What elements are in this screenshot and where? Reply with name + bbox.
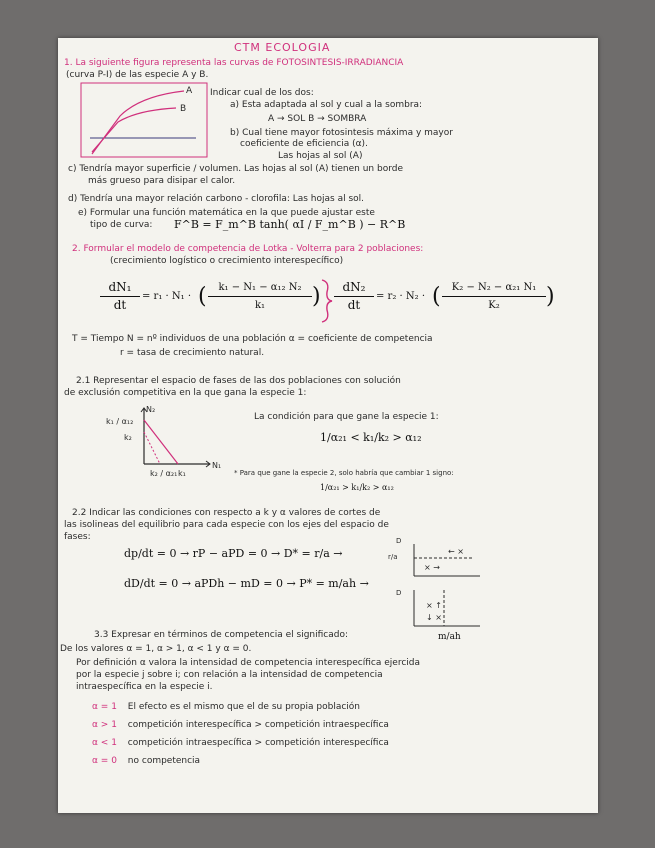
eq1-lhs-den: dt bbox=[113, 298, 127, 312]
eq2-frac-bar bbox=[442, 296, 546, 297]
box2-label: D bbox=[396, 589, 402, 597]
curve-b bbox=[92, 108, 176, 152]
q33-item-text: no competencia bbox=[127, 756, 201, 766]
q33-def-3: intraespecífica en la especie i. bbox=[76, 682, 213, 692]
eq2-lhs-num: dN₂ bbox=[342, 280, 366, 294]
q1-e-2: tipo de curva: bbox=[90, 220, 153, 230]
q1-heading-b: (curva P-I) de las especie A y B. bbox=[66, 70, 209, 80]
q1-indicate: Indicar cual de los dos: bbox=[210, 88, 314, 98]
q1-c-2: más grueso para disipar el calor. bbox=[88, 176, 236, 186]
q33-item-text: competición interespecífica > competición intraespecífica bbox=[127, 720, 389, 730]
q1-d: d) Tendría una mayor relación carbono - clorofila: Las hojas al sol. bbox=[68, 194, 365, 204]
eq1-frac-bar bbox=[208, 296, 312, 297]
q33-item bbox=[92, 702, 360, 713]
eq1-paren-left: ( bbox=[198, 284, 207, 309]
system-brace bbox=[320, 278, 334, 324]
q33-item bbox=[92, 756, 200, 767]
q33-item-condition: α = 0 bbox=[92, 756, 117, 766]
brace-path bbox=[322, 280, 332, 322]
q2-legend-2: r = tasa de crecimiento natural. bbox=[120, 348, 265, 358]
q21-heading-b: de exclusión competitiva en la que gana la especie 1: bbox=[64, 388, 307, 398]
box-top-label: D bbox=[396, 537, 402, 545]
eq1-frac-num: k₁ − N₁ − α₁₂ N₂ bbox=[218, 282, 302, 293]
q33-heading-a: 3.3 Expresar en términos de competencia el significado: bbox=[94, 630, 349, 640]
graph-label-a: A bbox=[186, 86, 193, 96]
box-side-label: r/a bbox=[388, 553, 398, 561]
q2-heading bbox=[72, 244, 423, 255]
eq2-lhs-bar bbox=[334, 296, 374, 297]
eq2-lhs-den: dt bbox=[347, 298, 361, 312]
eq1-rhs-prefix: = r₁ · N₁ · bbox=[142, 291, 191, 302]
q21-note: * Para que gane la especie 2, solo habría que cambiar 1 signo: bbox=[234, 469, 454, 477]
q1-b-question-1: b) Cual tiene mayor fotosintesis máxima y mayor bbox=[230, 128, 453, 138]
q1-b-answer: Las hojas al sol (A) bbox=[278, 151, 363, 161]
axis-x-k1: k₁ bbox=[178, 469, 186, 478]
q1-a-question: a) Esta adaptada al sol y cual a la sombra: bbox=[230, 100, 423, 110]
curve-a bbox=[92, 91, 187, 154]
eq2-frac-num: K₂ − N₂ − α₂₁ N₁ bbox=[451, 282, 537, 293]
q33-item-text: competición intraespecífica > competición interespecífica bbox=[127, 738, 389, 748]
q33-item bbox=[92, 720, 389, 731]
q2-legend-1: T = Tiempo N = nº individuos de una población α = coeficiente de competencia bbox=[72, 334, 433, 344]
q1-heading bbox=[64, 58, 403, 69]
q1-heading-text: 1. La siguiente figura representa las curvas de FOTOSINTESIS-IRRADIANCIA bbox=[64, 58, 404, 68]
q1-e-1: e) Formular una función matemática en la que puede ajustar este bbox=[78, 208, 375, 218]
eq2-frac-den: K₂ bbox=[488, 300, 500, 311]
q21-note-formula: 1/α₂₁ > k₁/k₂ > α₁₂ bbox=[320, 483, 394, 492]
q1-c-1: c) Tendría mayor superficie / volumen. Las hojas al sol (A) tienen un borde bbox=[68, 164, 403, 174]
sketch2-marks-2: ↓ × bbox=[426, 613, 442, 622]
eq2-paren-right: ) bbox=[546, 284, 555, 309]
q2-heading-b: (crecimiento logístico o crecimiento interespecífico) bbox=[110, 256, 344, 266]
q21-condition-formula: 1/α₂₁ < k₁/k₂ > α₁₂ bbox=[320, 431, 422, 444]
sketch2-marks: × ↑ bbox=[426, 601, 442, 610]
isocline-sketches bbox=[404, 536, 484, 632]
q22-heading-b: las isolineas del equilibrio para cada especie con los ejes del espacio de bbox=[64, 520, 389, 530]
q2-heading-text: 2. Formular el modelo de competencia de Lotka - Volterra para 2 poblaciones: bbox=[72, 244, 424, 254]
q33-def-2: por la especie j sobre i; con relación a la intensidad de competencia bbox=[76, 670, 383, 680]
q33-heading-b: De los valores α = 1, α > 1, α < 1 y α = 0. bbox=[60, 644, 252, 654]
axis-y-k1: k₁ / α₁₂ bbox=[106, 417, 134, 426]
q1-a-answer: A → SOL B → SOMBRA bbox=[268, 114, 367, 124]
axis-x: N₁ bbox=[212, 461, 222, 470]
page-title: CTM ECOLOGIA bbox=[234, 41, 331, 54]
sketch1-arrow-text: ← × bbox=[448, 547, 464, 556]
q22-eq1: dp/dt = 0 → rP − aPD = 0 → D* = r/a → bbox=[124, 547, 343, 560]
q33-item bbox=[92, 738, 389, 749]
axis-x-k2: k₂ / α₂₁ bbox=[150, 469, 178, 478]
q22-eq2: dD/dt = 0 → aPDh − mD = 0 → P* = m/ah → bbox=[124, 577, 369, 590]
sketch1-arrow-text-2: × → bbox=[424, 563, 440, 572]
graph-label-b: B bbox=[180, 104, 187, 114]
notebook-page bbox=[58, 38, 598, 813]
q1-e-formula: F^B = F_m^B tanh( αI / F_m^B ) − R^B bbox=[174, 218, 406, 231]
eq2-paren-left: ( bbox=[432, 284, 441, 309]
eq1-frac-den: k₁ bbox=[254, 300, 266, 311]
q21-condition: La condición para que gane la especie 1: bbox=[254, 412, 439, 422]
eq1-lhs-bar bbox=[100, 296, 140, 297]
q33-item-condition: α > 1 bbox=[92, 720, 117, 730]
q1-b-question-2: coeficiente de eficiencia (α). bbox=[240, 139, 368, 149]
q33-item-condition: α = 1 bbox=[92, 702, 117, 712]
eq1-paren-right: ) bbox=[312, 284, 321, 309]
axis-y-k2: k₂ bbox=[124, 433, 132, 442]
eq2-rhs-prefix: = r₂ · N₂ · bbox=[376, 291, 425, 302]
q22-heading-a: 2.2 Indicar las condiciones con respecto a k y α valores de cortes de bbox=[72, 508, 381, 518]
q33-item-text: El efecto es el mismo que el de su propia población bbox=[127, 702, 361, 712]
q21-heading-a: 2.1 Representar el espacio de fases de las dos poblaciones con solución bbox=[76, 376, 401, 386]
q22-heading-c: fases: bbox=[64, 532, 91, 542]
q33-def-1: Por definición α valora la intensidad de competencia interespecífica ejercida bbox=[76, 658, 420, 668]
box2-bottom: m/ah bbox=[438, 632, 461, 642]
eq1-lhs-num: dN₁ bbox=[108, 280, 132, 294]
q33-item-condition: α < 1 bbox=[92, 738, 117, 748]
isocline-1 bbox=[144, 420, 178, 464]
axis-y-top: N₂ bbox=[146, 405, 156, 414]
